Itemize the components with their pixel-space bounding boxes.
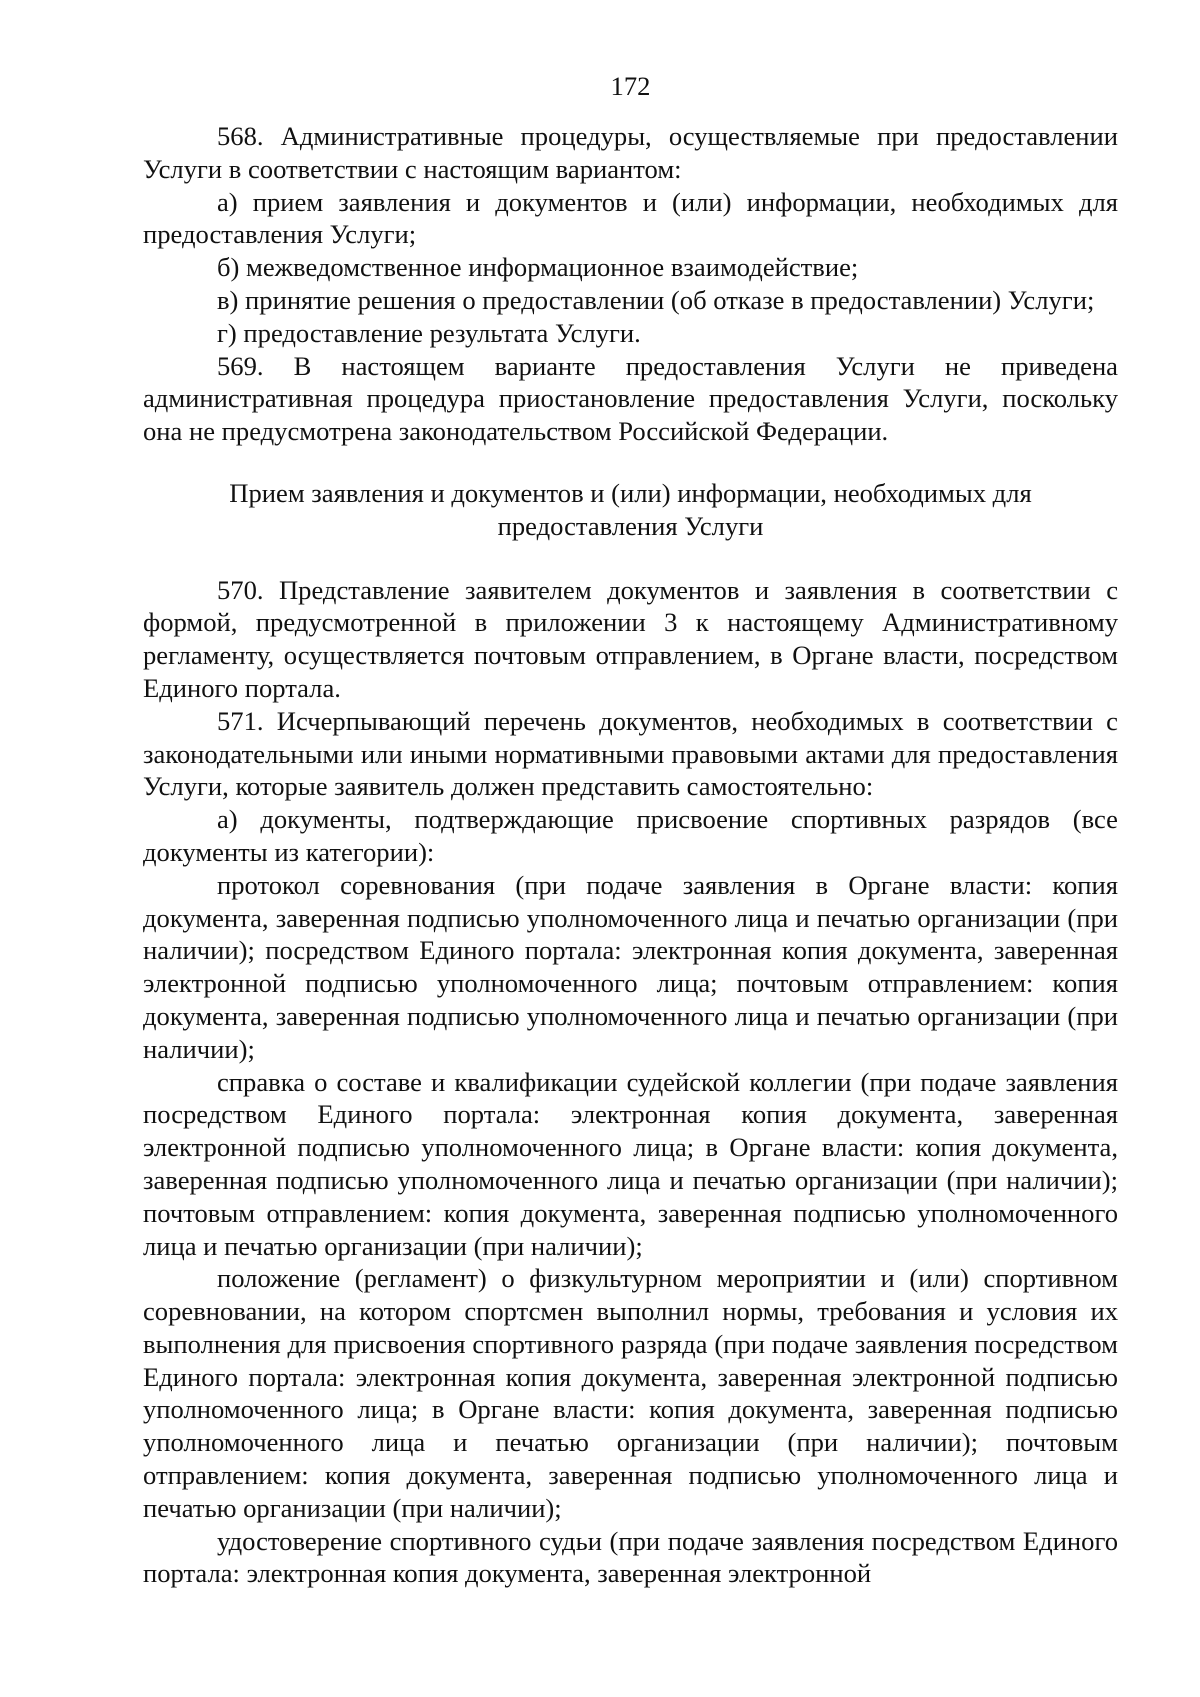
- document-item-polozhenie: положение (регламент) о физкультурном мероприятии и (или) спортивном соревновании, на котором спортсмен выполнил нормы, требования и условия их выполнения для присвоения спортивного разряда (при подаче заявления посредством Единого портала: электронная копия документа, заверенная электронной подписью уполномоченного лица; в Органе власти: копия документа, заверенная подписью уполномоченного лица и печатью организации (при наличии); почтовым отправлением: копия документа, заверенная подписью уполномоченного лица и печатью организации (при наличии);: [143, 1263, 1118, 1523]
- document-item-spravka: справка о составе и квалификации судейской коллегии (при подаче заявления посредством Единого портала: электронная копия документа, заверенная электронной подписью уполномоченного лица; в Органе власти: копия документа, заверенная подписью уполномоченного лица и печатью организации (при наличии); почтовым отправлением: копия документа, заверенная подписью уполномоченного лица и печатью организации (при наличии);: [143, 1066, 1118, 1261]
- section-heading: [143, 477, 1118, 543]
- paragraph-571: 571. Исчерпывающий перечень документов, необходимых в соответствии с законодательными или иными нормативными правовыми актами для предоставления Услуги, которые заявитель должен представить самостоятельно:: [143, 705, 1118, 802]
- section-heading-line-1: Прием заявления и документов и (или) информации, необходимых для: [229, 477, 1032, 508]
- paragraph-568: 568. Административные процедуры, осуществляемые при предоставлении Услуги в соответствии с настоящим вариантом:: [143, 121, 1118, 184]
- list-item-documents-a: а) документы, подтверждающие присвоение спортивных разрядов (все документы из категории):: [143, 804, 1118, 867]
- list-item-a: а) прием заявления и документов и (или) информации, необходимых для предоставления Услуги;: [143, 186, 1118, 250]
- document-item-protocol: протокол соревнования (при подаче заявления в Органе власти: копия документа, заверенная подписью уполномоченного лица и печатью организации (при наличии); посредством Единого портала: электронная копия документа, заверенная электронной подписью уполномоченного лица; почтовым отправлением: копия документа, заверенная подписью уполномоченного лица и печатью организации (при наличии);: [143, 869, 1118, 1064]
- section-heading-line-2: предоставления Услуги: [497, 510, 764, 541]
- list-item-b: б) межведомственное информационное взаимодействие;: [217, 252, 859, 283]
- paragraph-569: 569. В настоящем варианте предоставления Услуги не приведена административная процедура приостановление предоставления Услуги, поскольку она не предусмотрена законодательством Российской Федерации.: [143, 350, 1118, 447]
- document-item-udostoverenie: удостоверение спортивного судьи (при подаче заявления посредством Единого портала: электронная копия документа, заверенная электронной: [143, 1525, 1118, 1589]
- list-item-v: в) принятие решения о предоставлении (об отказе в предоставлении) Услуги;: [217, 284, 1095, 315]
- page-number: 172: [610, 71, 651, 101]
- list-item-g: г) предоставление результата Услуги.: [217, 317, 641, 348]
- paragraph-570: 570. Представление заявителем документов и заявления в соответствии с формой, предусмотренной в приложении 3 к настоящему Административному регламенту, осуществляется почтовым отправлением, в Органе власти, посредством Единого портала.: [143, 574, 1118, 703]
